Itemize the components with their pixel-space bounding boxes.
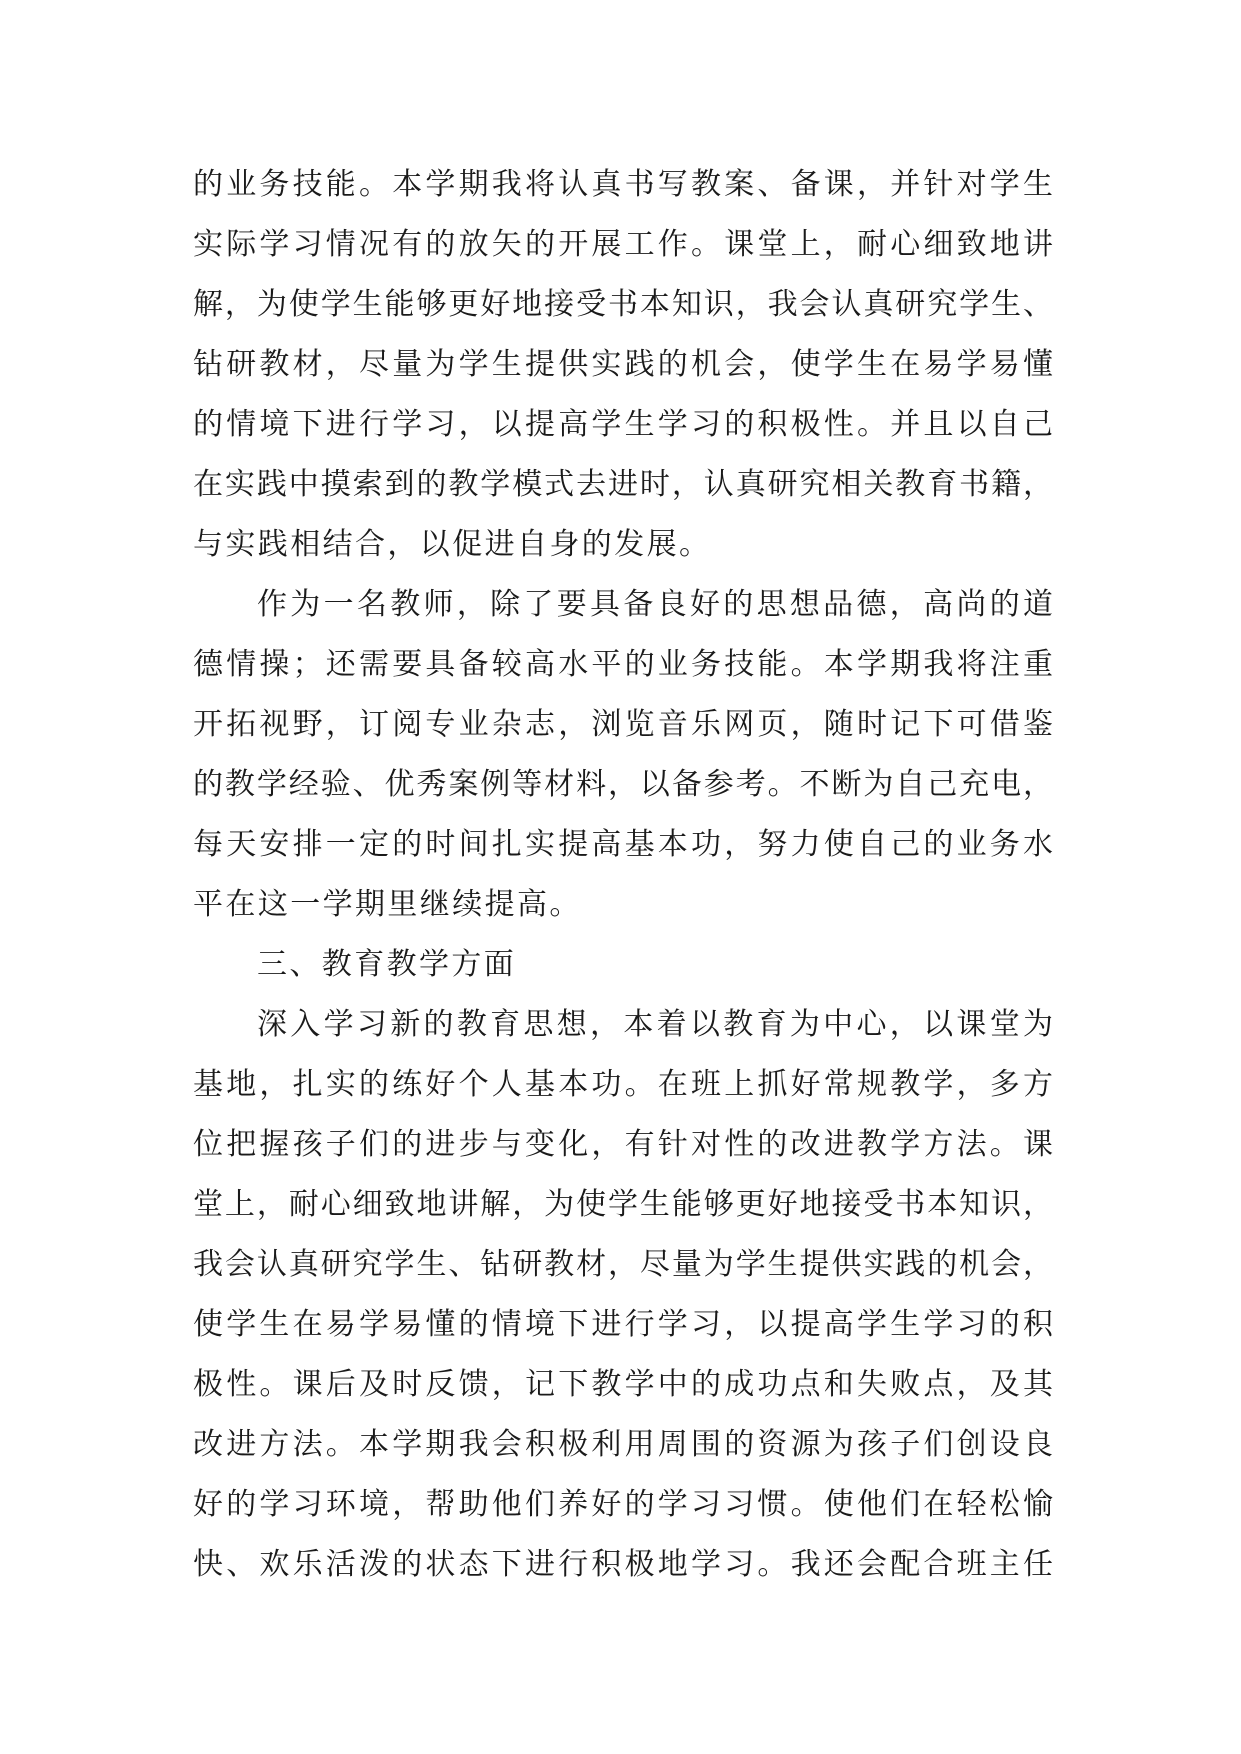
paragraph-first-line: 作为一名教师，除了要具备良好的思想品德，高尚的道 (257, 587, 1053, 622)
text-line: 在实践中摸索到的教学模式去进时，认真研究相关教育书籍， (193, 467, 1053, 502)
text-line: 平在这一学期里继续提高。 (193, 887, 582, 922)
text-line: 的教学经验、优秀案例等材料，以备参考。不断为自己充电， (193, 767, 1053, 802)
text-line: 的情境下进行学习，以提高学生学习的积极性。并且以自己 (193, 407, 1053, 442)
text-line: 堂上，耐心细致地讲解，为使学生能够更好地接受书本知识， (193, 1187, 1053, 1222)
text-line: 位把握孩子们的进步与变化，有针对性的改进教学方法。课 (193, 1127, 1053, 1162)
paragraph-first-line: 深入学习新的教育思想，本着以教育为中心，以课堂为 (257, 1007, 1053, 1042)
text-line: 快、欢乐活泼的状态下进行积极地学习。我还会配合班主任 (193, 1547, 1053, 1582)
text-line: 的业务技能。本学期我将认真书写教案、备课，并针对学生 (193, 167, 1053, 202)
text-line: 好的学习环境，帮助他们养好的学习习惯。使他们在轻松愉 (193, 1487, 1053, 1522)
text-line: 与实践相结合，以促进自身的发展。 (193, 527, 712, 562)
text-line: 开拓视野，订阅专业杂志，浏览音乐网页，随时记下可借鉴 (193, 707, 1053, 742)
text-line: 德情操；还需要具备较高水平的业务技能。本学期我将注重 (193, 647, 1053, 682)
text-line: 改进方法。本学期我会积极利用周围的资源为孩子们创设良 (193, 1427, 1053, 1462)
section-heading: 三、教育教学方面 (257, 947, 517, 982)
text-line: 钻研教材，尽量为学生提供实践的机会，使学生在易学易懂 (193, 347, 1053, 382)
document-body (193, 155, 1053, 1595)
text-line: 极性。课后及时反馈，记下教学中的成功点和失败点，及其 (193, 1367, 1053, 1402)
text-line: 我会认真研究学生、钻研教材，尽量为学生提供实践的机会， (193, 1247, 1053, 1282)
text-line: 每天安排一定的时间扎实提高基本功，努力使自己的业务水 (193, 827, 1053, 862)
text-line: 基地，扎实的练好个人基本功。在班上抓好常规教学，多方 (193, 1067, 1053, 1102)
text-line: 实际学习情况有的放矢的开展工作。课堂上，耐心细致地讲 (193, 227, 1053, 262)
text-line: 使学生在易学易懂的情境下进行学习，以提高学生学习的积 (193, 1307, 1053, 1342)
text-line: 解，为使学生能够更好地接受书本知识，我会认真研究学生、 (193, 287, 1053, 322)
